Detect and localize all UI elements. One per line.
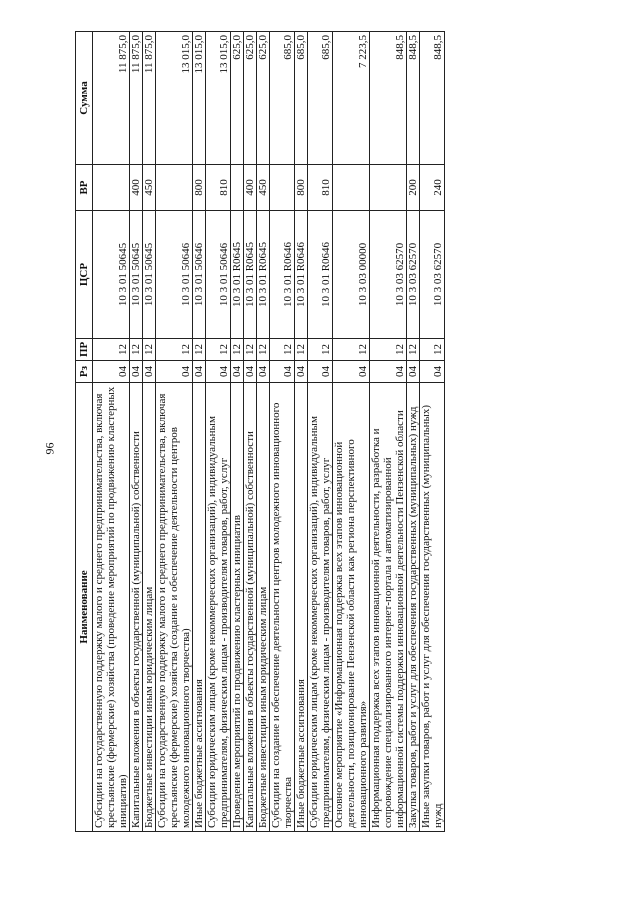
row-vr: 200	[407, 165, 420, 211]
row-pr: 12	[370, 339, 407, 361]
table-row	[407, 32, 420, 832]
row-rz: 04	[206, 361, 231, 383]
table-row	[231, 32, 244, 832]
row-pr: 12	[193, 339, 206, 361]
row-rz: 04	[143, 361, 156, 383]
row-csr: 10 3 03 62570	[420, 211, 445, 339]
row-rz: 04	[407, 361, 420, 383]
table-row	[295, 32, 308, 832]
row-csr: 10 3 01 R0645	[231, 211, 244, 339]
row-csr: 10 3 01 50646	[156, 211, 193, 339]
row-csr: 10 3 01 50646	[193, 211, 206, 339]
row-csr: 10 3 01 R0645	[244, 211, 257, 339]
header-vr: ВР	[76, 165, 93, 211]
row-pr: 12	[206, 339, 231, 361]
row-vr: 800	[193, 165, 206, 211]
row-pr: 12	[308, 339, 333, 361]
row-name: Иные бюджетные ассигнования	[295, 383, 308, 832]
row-csr: 10 3 01 50645	[143, 211, 156, 339]
row-csr: 10 3 01 50645	[130, 211, 143, 339]
row-pr: 12	[231, 339, 244, 361]
row-name: Бюджетные инвестиции иным юридическим лицам	[257, 383, 270, 832]
row-csr: 10 3 03 00000	[333, 211, 370, 339]
row-name: Бюджетные инвестиции иным юридическим лицам	[143, 383, 156, 832]
row-name: Субсидии на создание и обеспечение деятельности центров молодежного инновационного творчества	[270, 383, 295, 832]
table-row	[93, 32, 130, 832]
table-row	[270, 32, 295, 832]
table-row	[370, 32, 407, 832]
row-sum: 848,5	[407, 32, 420, 165]
row-rz: 04	[193, 361, 206, 383]
header-csr: ЦСР	[76, 211, 93, 339]
row-rz: 04	[370, 361, 407, 383]
row-sum: 685,0	[295, 32, 308, 165]
row-rz: 04	[231, 361, 244, 383]
budget-table-container	[75, 32, 640, 832]
row-rz: 04	[244, 361, 257, 383]
row-csr: 10 3 01 R0645	[257, 211, 270, 339]
row-name: Субсидии на государственную поддержку малого и среднего предпринимательства, включая крестьянские (фермерские) хозяйства (проведение мероприятий по продвижению кластерных инициатив)	[93, 383, 130, 832]
row-vr: 810	[206, 165, 231, 211]
row-pr: 12	[295, 339, 308, 361]
header-name: Наименование	[76, 383, 93, 832]
table-header-row	[76, 32, 93, 832]
row-rz: 04	[257, 361, 270, 383]
row-rz: 04	[308, 361, 333, 383]
header-rz: Рз	[76, 361, 93, 383]
row-csr: 10 3 01 50645	[93, 211, 130, 339]
row-pr: 12	[407, 339, 420, 361]
row-name: Иные бюджетные ассигнования	[193, 383, 206, 832]
budget-table	[75, 31, 445, 832]
row-name: Субсидии юридическим лицам (кроме некоммерческих организаций), индивидуальным предпринимателям, физическим лицам - производителям товаров, работ, услуг	[308, 383, 333, 832]
row-sum: 848,5	[420, 32, 445, 165]
row-sum: 11 875,0	[143, 32, 156, 165]
row-rz: 04	[93, 361, 130, 383]
row-csr: 10 3 01 50646	[206, 211, 231, 339]
row-vr	[156, 165, 193, 211]
table-row	[206, 32, 231, 832]
row-rz: 04	[270, 361, 295, 383]
row-csr: 10 3 03 62570	[407, 211, 420, 339]
row-vr: 400	[244, 165, 257, 211]
row-name: Основное мероприятие «Информационная поддержка всех этапов инновационной деятельности, позиционирование Пензенской области как региона перспективного инновационного развития»	[333, 383, 370, 832]
row-rz: 04	[333, 361, 370, 383]
row-vr: 810	[308, 165, 333, 211]
row-pr: 12	[257, 339, 270, 361]
row-name: Закупка товаров, работ и услуг для обеспечения государственных (муниципальных) нужд	[407, 383, 420, 832]
page-number: 96	[42, 442, 57, 455]
row-csr: 10 3 01 R0646	[270, 211, 295, 339]
table-row	[420, 32, 445, 832]
row-vr	[370, 165, 407, 211]
row-rz: 04	[130, 361, 143, 383]
row-name: Капитальные вложения в объекты государственной (муниципальной) собственности	[244, 383, 257, 832]
row-pr: 12	[143, 339, 156, 361]
row-pr: 12	[130, 339, 143, 361]
header-sum: Сумма	[76, 32, 93, 165]
table-row	[156, 32, 193, 832]
row-sum: 685,0	[308, 32, 333, 165]
row-sum: 625,0	[257, 32, 270, 165]
row-rz: 04	[295, 361, 308, 383]
table-row	[333, 32, 370, 832]
row-name: Проведение мероприятий по продвижению кластерных инициатив	[231, 383, 244, 832]
row-rz: 04	[420, 361, 445, 383]
row-pr: 12	[420, 339, 445, 361]
table-row	[143, 32, 156, 832]
row-name: Субсидии на государственную поддержку малого и среднего предпринимательства, включая крестьянские (фермерские) хозяйства (создание и обеспечение деятельности центров молодежного инновационного творчества)	[156, 383, 193, 832]
table-row	[257, 32, 270, 832]
row-vr	[270, 165, 295, 211]
row-sum: 685,0	[270, 32, 295, 165]
row-name: Иные закупки товаров, работ и услуг для обеспечения государственных (муниципальных) нужд	[420, 383, 445, 832]
row-vr: 800	[295, 165, 308, 211]
row-vr: 450	[143, 165, 156, 211]
table-row	[308, 32, 333, 832]
row-csr: 10 3 01 R0646	[295, 211, 308, 339]
row-name: Субсидии юридическим лицам (кроме некоммерческих организаций), индивидуальным предпринимателям, физическим лицам - производителям товаров, работ, услуг	[206, 383, 231, 832]
row-sum: 625,0	[231, 32, 244, 165]
row-csr: 10 3 03 62570	[370, 211, 407, 339]
table-row	[244, 32, 257, 832]
row-vr	[93, 165, 130, 211]
table-row	[193, 32, 206, 832]
row-sum: 11 875,0	[93, 32, 130, 165]
row-vr: 400	[130, 165, 143, 211]
row-pr: 12	[156, 339, 193, 361]
row-vr	[231, 165, 244, 211]
row-sum: 13 015,0	[156, 32, 193, 165]
row-sum: 13 015,0	[193, 32, 206, 165]
row-vr	[333, 165, 370, 211]
row-pr: 12	[270, 339, 295, 361]
table-row	[130, 32, 143, 832]
row-name: Информационная поддержка всех этапов инновационной деятельности, разработка и сопровождение специализированного интернет-портала и автоматизированной информационной системы поддержки инновационной деятельности Пензенской области	[370, 383, 407, 832]
row-vr: 240	[420, 165, 445, 211]
row-pr: 12	[244, 339, 257, 361]
row-vr: 450	[257, 165, 270, 211]
row-sum: 625,0	[244, 32, 257, 165]
row-sum: 7 223,5	[333, 32, 370, 165]
row-pr: 12	[333, 339, 370, 361]
row-sum: 13 015,0	[206, 32, 231, 165]
row-sum: 848,5	[370, 32, 407, 165]
row-rz: 04	[156, 361, 193, 383]
row-pr: 12	[93, 339, 130, 361]
row-name: Капитальные вложения в объекты государственной (муниципальной) собственности	[130, 383, 143, 832]
header-pr: ПР	[76, 339, 93, 361]
row-sum: 11 875,0	[130, 32, 143, 165]
row-csr: 10 3 01 R0646	[308, 211, 333, 339]
